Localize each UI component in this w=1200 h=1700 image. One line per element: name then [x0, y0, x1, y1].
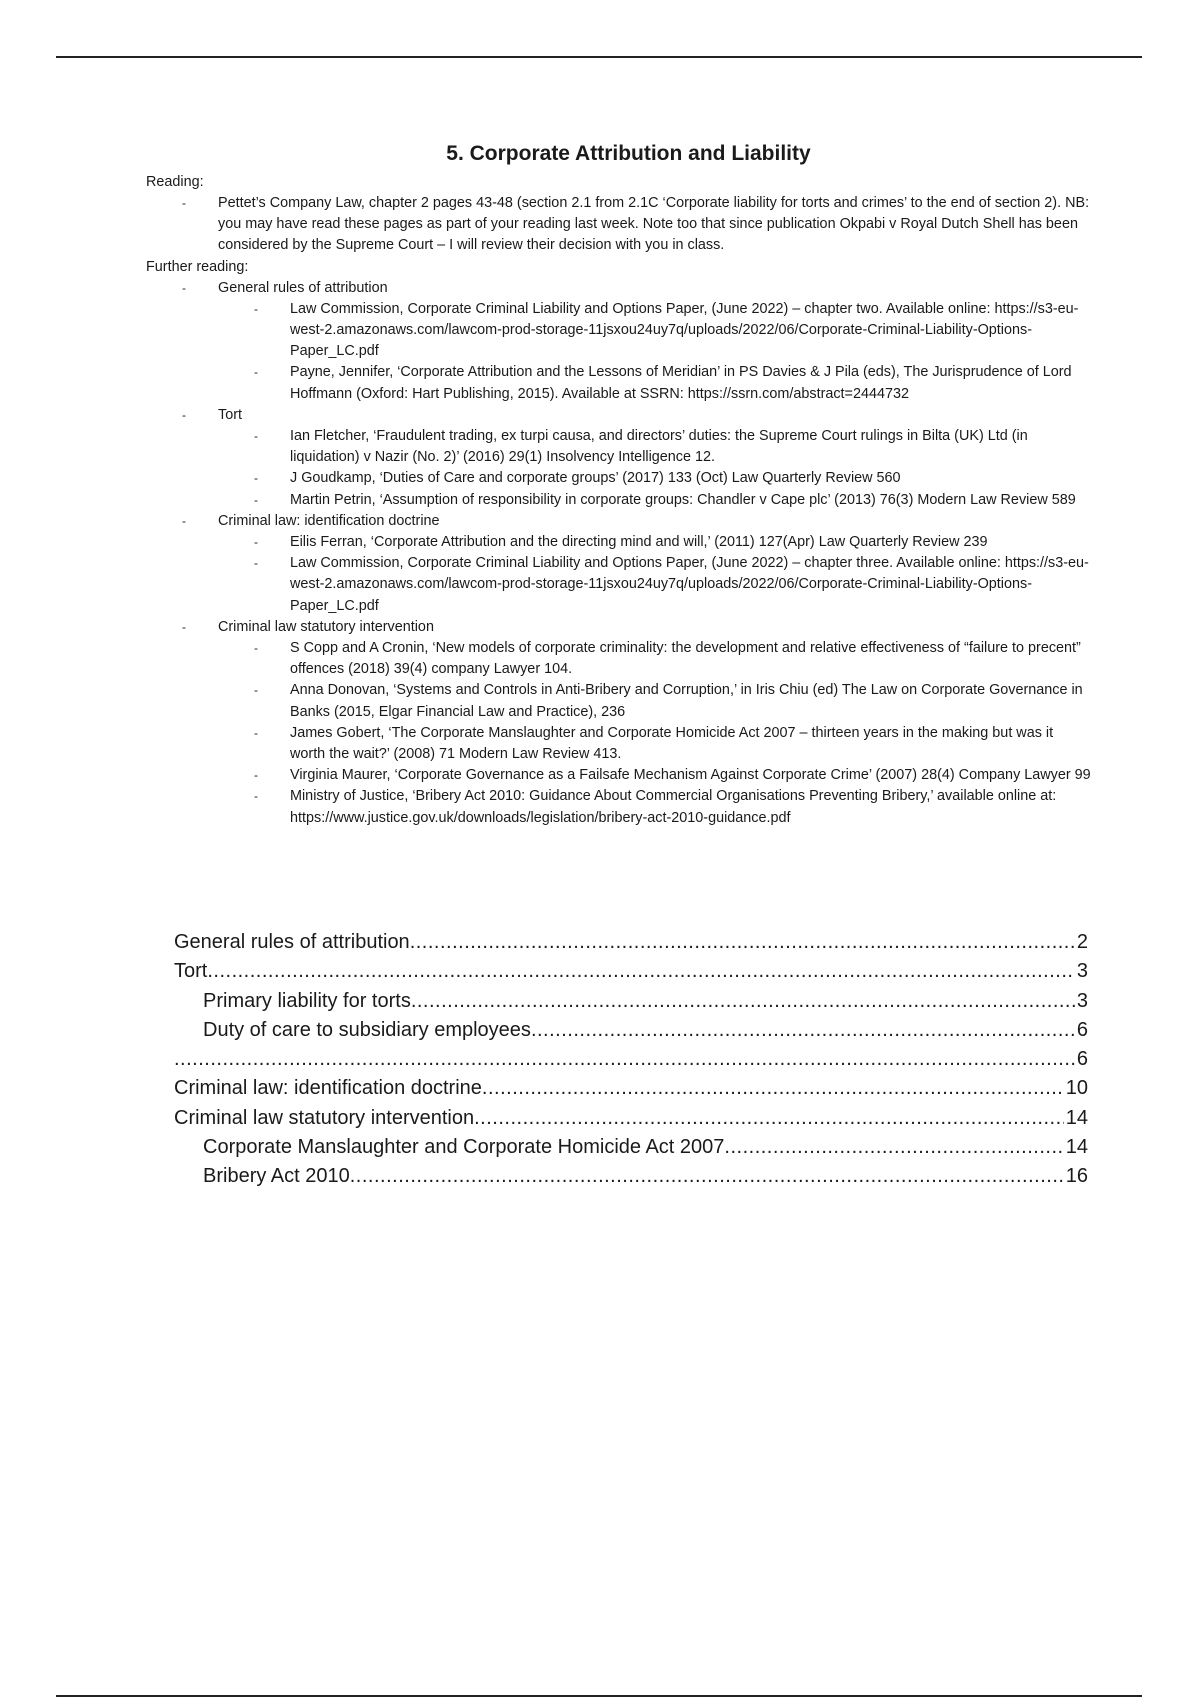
- further-item: [146, 786, 1091, 828]
- further-reading-label: Further reading:: [146, 258, 249, 275]
- toc-leader: [474, 1104, 1064, 1133]
- further-item-text: Virginia Maurer, ‘Corporate Governance as a Failsafe Mechanism Against Corporate Crime’ (2007) 28(4) Company Lawyer 99: [290, 767, 1091, 784]
- further-item: [146, 299, 1091, 363]
- further-heading-tort: [146, 405, 1091, 426]
- further-reading-list: [146, 278, 1091, 829]
- further-item: [146, 426, 1091, 468]
- further-item: [146, 680, 1091, 722]
- further-item: [146, 468, 1091, 489]
- toc-entry[interactable]: [174, 1016, 1088, 1045]
- toc-entry-title: Tort: [174, 960, 208, 983]
- toc-page-number: 2: [1076, 931, 1088, 953]
- toc-entry[interactable]: [174, 1104, 1088, 1133]
- further-item: [146, 532, 1091, 553]
- bullet-dash: -: [254, 535, 258, 550]
- toc-entry-title: Duty of care to subsidiary employees: [203, 1018, 531, 1041]
- bullet-dash: -: [182, 196, 186, 210]
- toc-leader: [174, 1045, 1075, 1074]
- further-heading-text: Criminal law statutory intervention: [218, 618, 434, 635]
- toc-leader: [482, 1074, 1064, 1103]
- bullet-dash: -: [254, 556, 258, 571]
- bullet-dash: -: [254, 429, 258, 444]
- further-item: [146, 765, 1091, 786]
- further-item-text: Anna Donovan, ‘Systems and Controls in Anti-Bribery and Corruption,’ in Iris Chiu (ed) The Law on Corporate Governance in Banks (2015, Elgar Financial Law and Practice), 236: [290, 682, 1083, 720]
- further-heading-identification: [146, 511, 1091, 532]
- toc-entry-title: Primary liability for torts: [203, 989, 411, 1012]
- further-item-text: Eilis Ferran, ‘Corporate Attribution and the directing mind and will,’ (2011) 127(Apr) Law Quarterly Review 239: [290, 534, 988, 551]
- further-item: [146, 638, 1091, 680]
- further-item-text: J Goudkamp, ‘Duties of Care and corporate groups’ (2017) 133 (Oct) Law Quarterly Review 560: [290, 470, 901, 487]
- document-title: 5. Corporate Attribution and Liability: [446, 142, 811, 165]
- reading-item-text: Pettet’s Company Law, chapter 2 pages 43-48 (section 2.1 from 2.1C ‘Corporate liability for torts and crimes’ to the end of section 2). NB: you may have read these pages as part of your reading last week. Note too that since publication Okpabi v Royal Dutch Shell has been considered by the Supreme Court – I will review their decision with you in class.: [218, 195, 1090, 254]
- toc-entry[interactable]: [174, 928, 1088, 957]
- toc-entry-title: General rules of attribution: [174, 931, 410, 953]
- table-of-contents: [174, 928, 1088, 1192]
- further-item-text: Ministry of Justice, ‘Bribery Act 2010: Guidance About Commercial Organisations Preventing Bribery,’ available online at: https://www.justice.gov.uk/downloads/legislation/bribery-act-2010-guidance.pdf: [290, 788, 1057, 826]
- further-heading-text: Tort: [218, 406, 242, 423]
- further-item-text: James Gobert, ‘The Corporate Manslaughter and Corporate Homicide Act 2007 – thirteen years in the making but was it worth the wait?’ (2008) 71 Modern Law Review 413.: [290, 724, 1054, 763]
- further-heading-general: [146, 278, 1091, 299]
- bullet-dash: -: [254, 492, 258, 507]
- bullet-dash: -: [254, 789, 258, 804]
- toc-page-number: 3: [1076, 989, 1088, 1012]
- bullet-dash: -: [182, 407, 186, 422]
- toc-leader: [411, 987, 1075, 1016]
- toc-entry[interactable]: [174, 987, 1088, 1016]
- bullet-dash: -: [182, 513, 186, 528]
- further-item-text: Martin Petrin, ‘Assumption of responsibility in corporate groups: Chandler v Cape plc’ (2013) 76(3) Modern Law Review 589: [290, 491, 1076, 508]
- bullet-dash: -: [254, 471, 258, 486]
- bullet-dash: -: [254, 768, 258, 783]
- toc-leader: [207, 957, 1075, 986]
- toc-page-number: 6: [1076, 1018, 1088, 1041]
- reading-item: [146, 193, 1091, 257]
- bullet-dash: -: [182, 280, 186, 295]
- toc-entry[interactable]: [174, 1074, 1088, 1103]
- toc-entry-title: Corporate Manslaughter and Corporate Homicide Act 2007: [203, 1136, 725, 1159]
- further-item: [146, 490, 1091, 511]
- further-heading-text: General rules of attribution: [218, 279, 388, 296]
- further-heading-text: Criminal law: identification doctrine: [218, 512, 440, 529]
- bullet-dash: -: [254, 725, 258, 740]
- further-item-text: Ian Fletcher, ‘Fraudulent trading, ex turpi causa, and directors’ duties: the Supreme Court rulings in Bilta (UK) Ltd (in liquidation) v Nazir (No. 2)’ (2016) 29(1) Insolvency Intelligence 12.: [290, 428, 1028, 466]
- further-item-text: Law Commission, Corporate Criminal Liability and Options Paper, (June 2022) – chapter two. Available online: https://s3-eu-west-2.amazonaws.com/lawcom-prod-storage-11jsxou24uy7q/uploads/2022/06/Corporate-Criminal-Liability-Options-Paper_LC.pdf: [290, 300, 1079, 360]
- further-item: [146, 723, 1091, 765]
- header-rule: [56, 56, 1142, 58]
- toc-entry[interactable]: [174, 1162, 1088, 1191]
- further-item-text: Law Commission, Corporate Criminal Liability and Options Paper, (June 2022) – chapter three. Available online: https://s3-eu-west-2.amazonaws.com/lawcom-prod-storage-11jsxou24uy7q/uploads/2022/06/Corporate-Criminal-Liability-Options-Paper_LC.pdf: [290, 555, 1089, 614]
- toc-entry[interactable]: [174, 1045, 1088, 1074]
- further-item: [146, 362, 1091, 404]
- toc-page-number: 10: [1065, 1077, 1088, 1100]
- further-item: [146, 553, 1091, 617]
- toc-leader: [531, 1016, 1075, 1045]
- document-body: [146, 142, 1091, 829]
- further-heading-statutory: [146, 617, 1091, 638]
- toc-page-number: 14: [1065, 1106, 1088, 1129]
- toc-entry[interactable]: [174, 1133, 1088, 1162]
- toc-page-number: 6: [1076, 1048, 1088, 1071]
- bullet-dash: -: [254, 641, 258, 656]
- toc-page-number: 16: [1065, 1165, 1088, 1188]
- toc-page-number: 3: [1076, 960, 1088, 983]
- further-item-text: Payne, Jennifer, ‘Corporate Attribution and the Lessons of Meridian’ in PS Davies & J Pila (eds), The Jurisprudence of Lord Hoffmann (Oxford: Hart Publishing, 2015). Available at SSRN: https://ssrn.com/abstract=2444732: [290, 364, 1072, 402]
- toc-entry-title: Criminal law statutory intervention: [174, 1106, 475, 1129]
- toc-entry-title: Bribery Act 2010: [203, 1165, 350, 1188]
- bullet-dash: -: [182, 619, 186, 634]
- toc-leader: [724, 1133, 1063, 1162]
- reading-list: [146, 193, 1091, 257]
- bullet-dash: -: [254, 301, 258, 316]
- bullet-dash: -: [254, 683, 258, 698]
- footer-rule: [56, 1695, 1142, 1697]
- toc-leader: [410, 928, 1075, 957]
- toc-page-number: 14: [1065, 1136, 1088, 1159]
- bullet-dash: -: [254, 365, 258, 380]
- further-item-text: S Copp and A Cronin, ‘New models of corporate criminality: the development and relative effectiveness of “failure to precent” offences (2018) 39(4) company Lawyer 104.: [290, 640, 1081, 678]
- toc-entry[interactable]: [174, 957, 1088, 986]
- reading-label: Reading:: [146, 174, 204, 190]
- toc-leader: [350, 1162, 1064, 1191]
- toc-entry-title: Criminal law: identification doctrine: [174, 1077, 482, 1100]
